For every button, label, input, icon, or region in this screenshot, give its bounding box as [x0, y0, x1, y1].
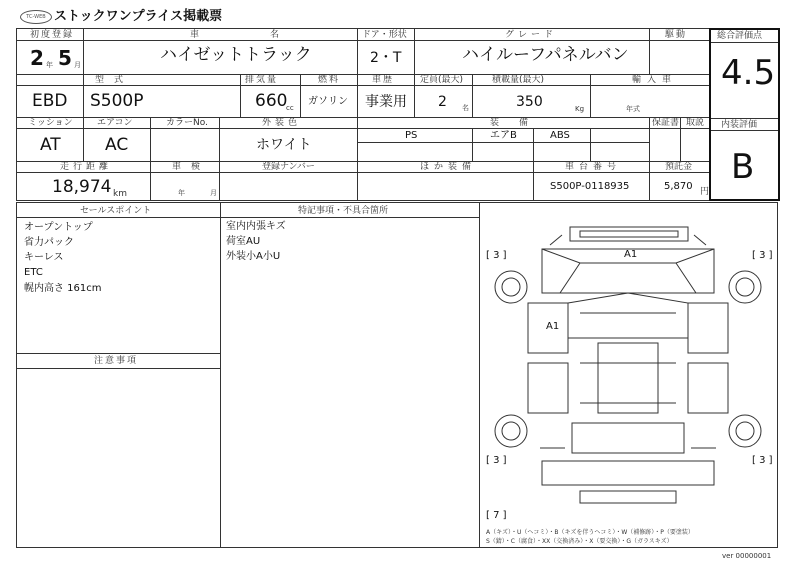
history-value: 事業用: [365, 94, 407, 110]
door-shape: 2・T: [370, 50, 402, 66]
chassis-label: 車台番号: [565, 162, 622, 172]
recycle-unit: 円: [700, 187, 710, 197]
reg-month: 5: [58, 46, 72, 70]
equip-4: ABS: [550, 130, 570, 141]
displacement-label: 排気量: [245, 75, 279, 85]
capacity-unit: 名: [462, 104, 469, 112]
inspection-month: 月: [210, 189, 217, 197]
interior-label: 内装評価: [721, 120, 758, 130]
damage-legend: S（錆）・C（腐食）・XX（交換済み）・X（要交換）・G（ガラスキズ）: [486, 538, 673, 545]
sales-point-label: セールスポイント: [80, 206, 152, 216]
load-unit: Kg: [575, 105, 585, 113]
equip-1: PS: [405, 130, 418, 141]
interior-score: B: [731, 147, 755, 187]
model-label: 型式: [95, 75, 134, 85]
import-label: 輸入車: [632, 75, 678, 85]
name-label: 名: [270, 30, 282, 40]
recycle-value: 5,870: [664, 181, 693, 192]
plate-label: 登録ナンバー: [262, 162, 315, 172]
mileage-unit: km: [113, 189, 127, 199]
damage-mark: A1: [624, 249, 638, 260]
diagram-mark: [ 3 ]: [486, 455, 507, 466]
mission-value: AT: [40, 135, 61, 155]
mileage-value: 18,974: [52, 177, 112, 197]
grade-label: グレード: [505, 30, 558, 40]
exterior-color-label: 外装色: [262, 118, 302, 128]
company-logo: TC-WEB: [20, 10, 52, 24]
drive-label: 駆動: [665, 30, 688, 40]
overall-label: 総合評価点: [717, 31, 763, 41]
first-reg-label: 初度登録: [30, 30, 75, 40]
door-shape-label: ドア・形状: [362, 30, 407, 40]
displacement-value: 660: [255, 91, 288, 111]
car-name: ハイゼットトラック: [160, 45, 312, 65]
damage-legend: A（キズ）・U（ヘコミ）・B（キズを伴うヘコミ）・W（補修跡）・P（要塗装）: [486, 529, 694, 536]
load-label: 積載量(最大): [492, 75, 545, 85]
mileage-label: 走行距離: [60, 162, 113, 172]
history-label: 車歴: [372, 75, 395, 85]
sales-item: 幌内高さ 161cm: [24, 283, 102, 294]
chassis-number: S500P-0118935: [550, 181, 630, 192]
diagram-mark: [ 7 ]: [486, 510, 507, 521]
grade-box: [709, 28, 780, 201]
remarks-label: 特記事項・不具合箇所: [298, 206, 389, 216]
version-label: ver 00000001: [722, 552, 772, 560]
model-prefix: EBD: [32, 91, 68, 111]
model-year-label: 年式: [626, 105, 640, 113]
aircon-value: AC: [105, 135, 129, 155]
remark-item: 室内内張キズ: [226, 221, 286, 232]
sales-item: 省力パック: [24, 237, 74, 248]
displacement-unit: cc: [286, 104, 294, 112]
exterior-color-value: ホワイト: [256, 137, 312, 153]
color-no-label: カラーNo.: [166, 118, 208, 128]
inspection-year: 年: [178, 189, 185, 197]
inspection-label: 車検: [172, 162, 211, 172]
diagram-mark: [ 3 ]: [752, 250, 773, 261]
sales-item: オープントップ: [24, 222, 93, 233]
overall-score: 4.5: [721, 53, 776, 93]
recycle-label: 預託金: [665, 162, 693, 172]
capacity-label: 定員(最大): [420, 75, 464, 85]
remark-item: 外装小A小U: [226, 251, 281, 262]
diagram-mark: [ 3 ]: [486, 250, 507, 261]
notes-label: 注意事項: [94, 356, 139, 366]
capacity-value: 2: [438, 94, 447, 110]
other-equip-label: ほか装備: [420, 162, 477, 172]
aircon-label: エアコン: [97, 118, 133, 128]
model-code: S500P: [90, 91, 144, 111]
mission-label: ミッション: [28, 118, 73, 128]
damage-mark: A1: [546, 321, 560, 332]
reg-year-unit: 年: [46, 61, 53, 69]
equipment-label: 装備: [490, 118, 549, 128]
fuel-value: ガソリン: [308, 96, 348, 107]
remark-item: 荷室AU: [226, 236, 261, 247]
grade-name: ハイルーフパネルバン: [462, 45, 629, 65]
car-label: 車: [190, 30, 202, 40]
manual-label: 取説: [686, 118, 705, 128]
page-title: ストックワンプライス掲載票: [54, 9, 223, 24]
warranty-label: 保証書: [652, 118, 680, 128]
equip-3: エアB: [490, 130, 517, 141]
reg-year: 2: [30, 46, 44, 70]
fuel-label: 燃料: [318, 75, 341, 85]
load-value: 350: [516, 94, 543, 110]
diagram-mark: [ 3 ]: [752, 455, 773, 466]
sales-item: ETC: [24, 267, 43, 278]
sales-item: キーレス: [24, 252, 64, 263]
reg-month-unit: 月: [74, 61, 81, 69]
